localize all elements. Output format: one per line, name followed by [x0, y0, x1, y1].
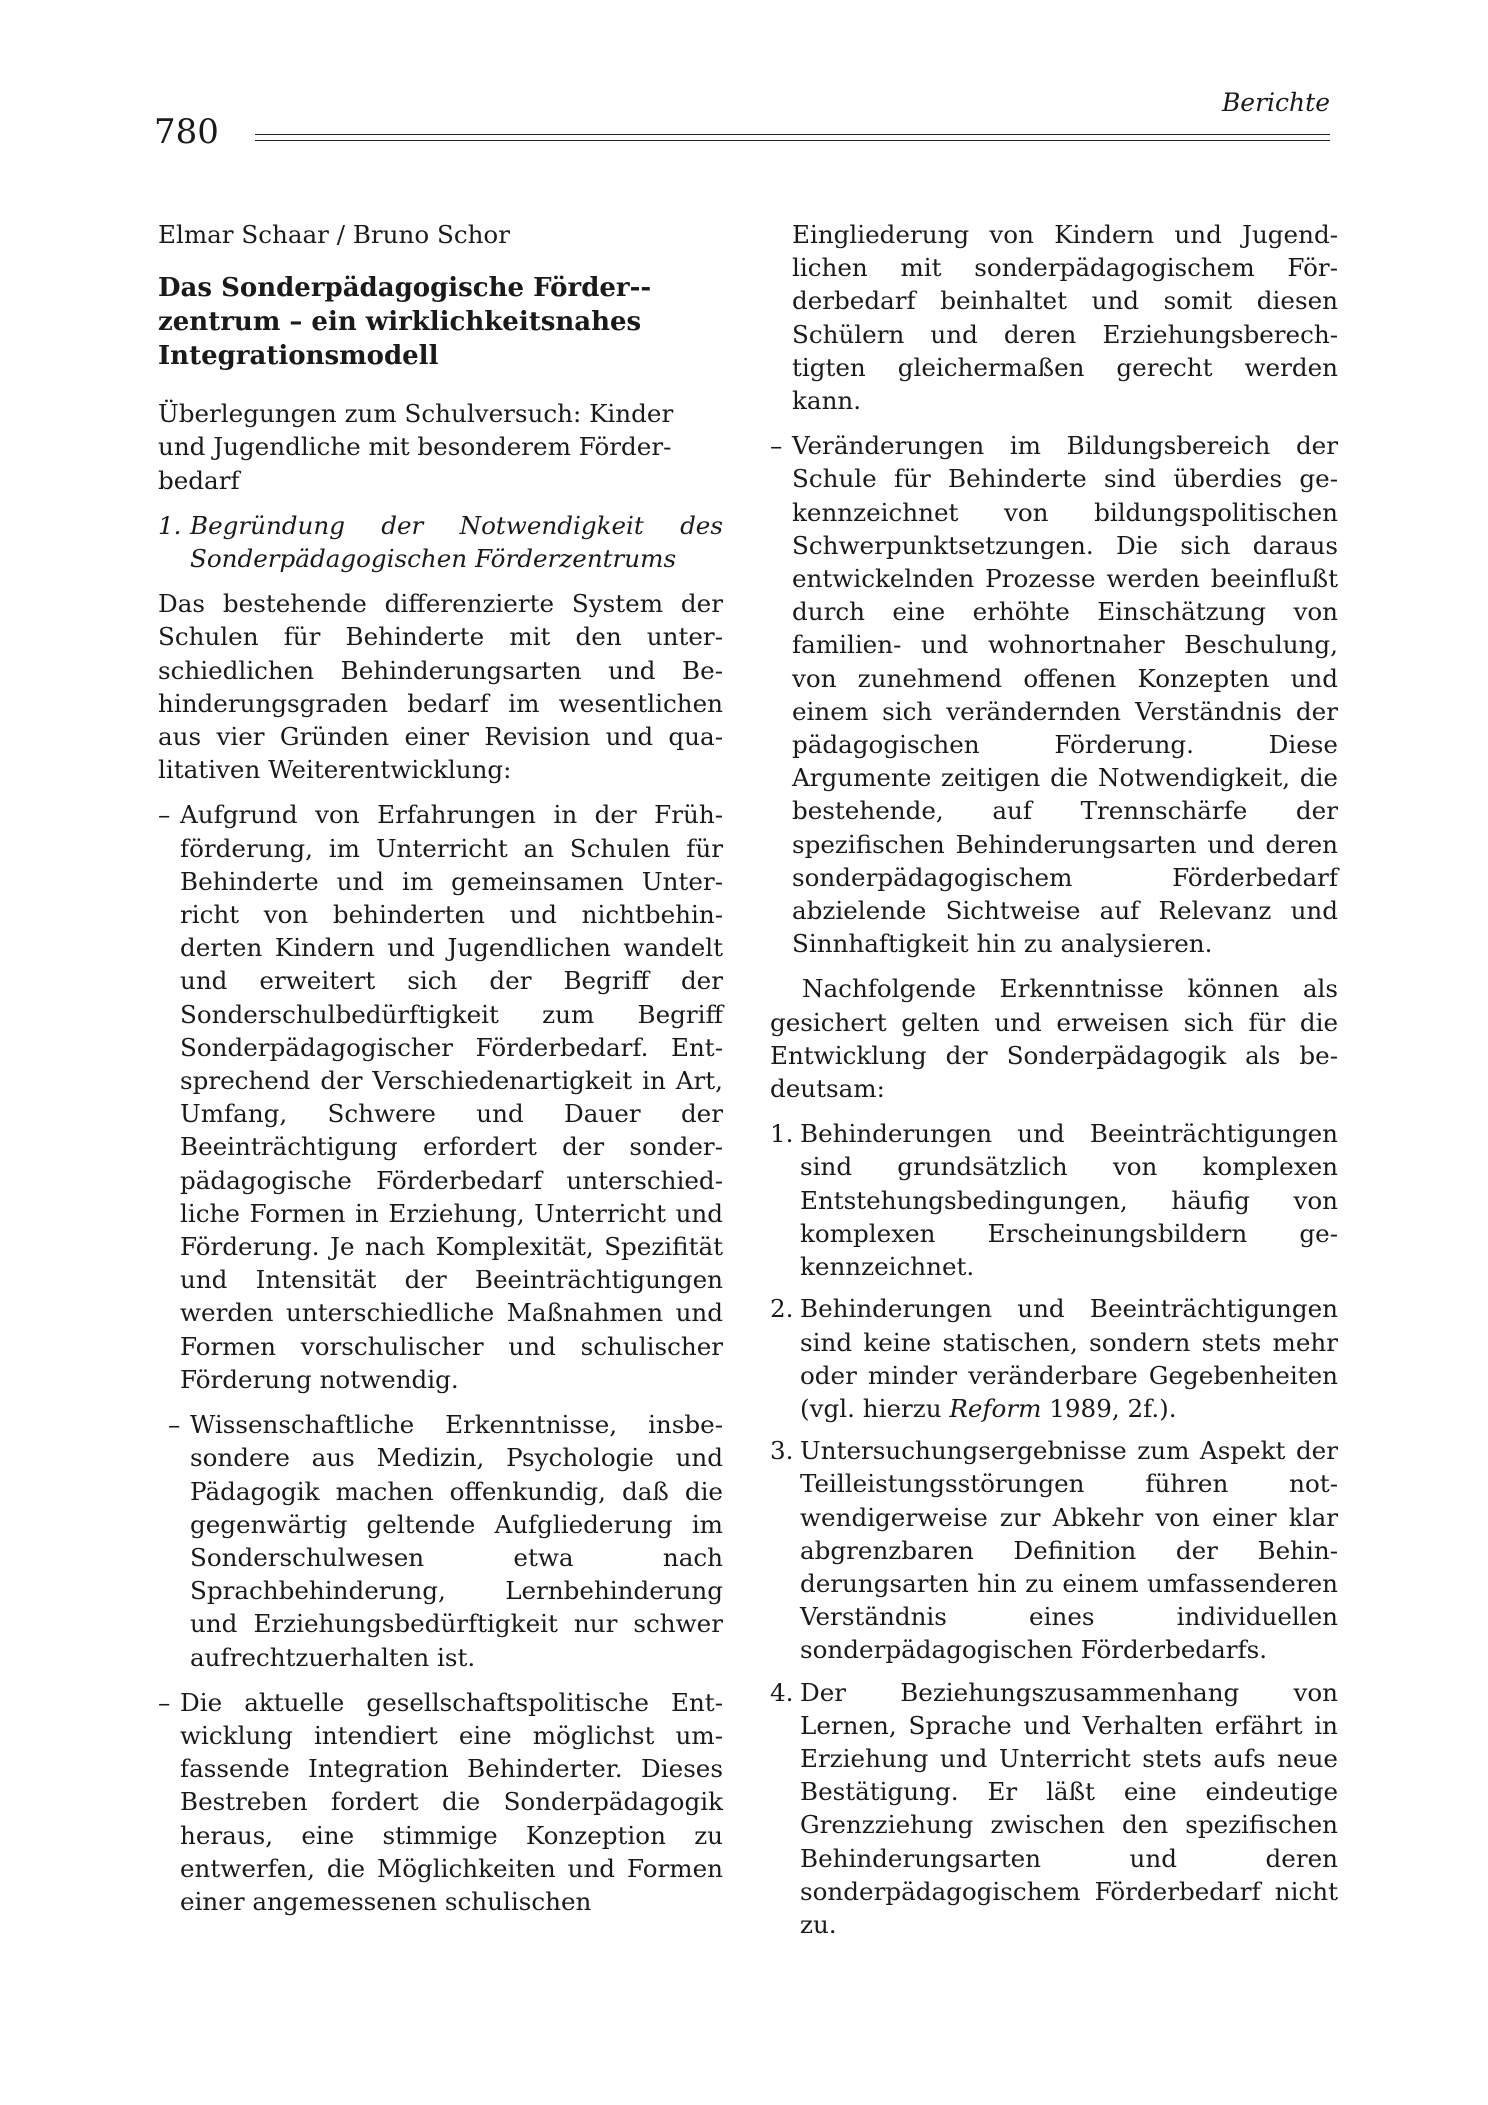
finding-text-part: 1989, 2f.).: [1041, 1393, 1177, 1423]
bullet-text: Die aktuelle gesellschaftspolitische Entwicklung intendiert eine möglichst umfassende Integration Behinderter. Dieses Bestreben fordert die Sonderpädagogik heraus, eine stimmige Konzeption zu entwerfen, die Möglichkeiten und Formen einer angemessenen schulischen: [180, 1687, 723, 1916]
dash-marker: –: [158, 800, 171, 830]
bullet-item: [158, 798, 723, 1396]
right-column: [770, 218, 1338, 1950]
bullet-text: Eingliederung von Kindern und Jugendlichen mit sonderpädagogischem Förderbedarf beinhaltet und somit diesen Schülern und deren Erziehungsberechtigten gleichermaßen gerecht werden kann.: [792, 220, 1338, 416]
bullet-item: [158, 1408, 723, 1674]
finding-number: 4.: [770, 1677, 794, 1707]
dash-marker: –: [770, 431, 783, 461]
finding-number: 2.: [770, 1294, 794, 1324]
header-rule-bottom: [255, 140, 1330, 141]
finding-text: Der Beziehungszusammenhang von Lernen, Sprache und Verhalten erfährt in Erziehung und Unterricht stets aufs neue Bestätigung. Er läßt eine eindeutige Grenzziehung zwischen den spezifischen Behinderungsarten und deren sonderpädagogischem Förderbedarf nicht zu.: [800, 1677, 1338, 1939]
finding-text: Behinderungen und Beeinträchtigungen sind grundsätzlich von komplexen Entstehungsbedingungen, häufig von komplexen Erscheinungsbildern gekennzeichnet.: [800, 1119, 1338, 1282]
finding-number: 1.: [770, 1119, 794, 1149]
article-authors: Elmar Schaar / Bruno Schor: [158, 220, 510, 249]
section-label: Berichte: [1221, 88, 1330, 117]
intro-paragraph: Das bestehende differenzierte System der Schulen für Behinderte mit den unterschiedlichen Behinderungsarten und Behinderungsgraden bedarf im wesentlichen aus vier Gründen einer Revision und qualitativen Weiterentwicklung:: [158, 589, 723, 785]
finding-item: [770, 1676, 1338, 1942]
section-heading: [158, 509, 723, 575]
article-title: Das Sonderpädagogische Förder-zentrum – ein wirklichkeitsnahes Integrationsmodell: [158, 273, 652, 372]
finding-text: Untersuchungsergebnisse zum Aspekt der Teilleistungsstörungen führen notwendigerweise zur Abkehr von einer klar abgrenzbaren Definition der Behinderungsarten hin zu einem umfassenderen Verständnis eines individuellen sonderpädagogischen Förderbedarfs.: [800, 1436, 1338, 1665]
article-subtitle: Überlegungen zum Schulversuch: Kinder und Jugendliche mit besonderem Förderbedarf: [158, 399, 674, 495]
bullet-text: Wissenschaftliche Erkenntnisse, insbesondere aus Medizin, Psychologie und Pädagogik machen offenkundig, daß die gegenwärtig geltende Aufgliederung im Sonderschulwesen etwa nach Sprachbehinderung, Lernbehinderung und Erziehungsbedürftigkeit nur schwer aufrechtzuerhalten ist.: [190, 1410, 723, 1672]
section-number: 1.: [158, 510, 182, 540]
dash-marker: –: [158, 1687, 171, 1717]
page-number: 780: [154, 112, 219, 152]
finding-item: [770, 1292, 1338, 1425]
bullet-text: Aufgrund von Erfahrungen in der Frühförderung, im Unterricht an Schulen für Behinderte und im gemeinsamen Unterricht von behinderten und nichtbehinderten Kindern und Jugendlichen wandelt und erweitert sich der Begriff der Sonderschulbedürftigkeit zum Begriff Sonderpädagogischer Förderbedarf. Entsprechend der Verschiedenartigkeit in Art, Umfang, Schwere und Dauer der Beeinträchtigung erfordert der sonderpädagogische Förderbedarf unterschiedliche Formen in Erziehung, Unterricht und Förderung. Je nach Komplexität, Spezifität und Intensität der Beeinträchtigungen werden unterschiedliche Maßnahmen und Formen vorschulischer und schulischer Förderung notwendig.: [180, 800, 723, 1394]
citation-reform: Reform: [949, 1393, 1042, 1423]
bullet-item: [770, 429, 1338, 960]
bullet-continuation: [770, 218, 1338, 417]
dash-marker: –: [168, 1410, 181, 1440]
finding-text-part: Behinderungen und Beeinträchtigungen sind keine statischen, sondern stets mehr oder minder veränderbare Gegebenheiten (vgl. hierzu: [800, 1294, 1338, 1423]
finding-item: [770, 1434, 1338, 1666]
finding-text: [800, 1292, 1338, 1425]
finding-item: [770, 1117, 1338, 1283]
finding-number: 3.: [770, 1436, 794, 1466]
bullet-item: [158, 1686, 723, 1918]
bullet-text: Veränderungen im Bildungsbereich der Schule für Behinderte sind überdies gekennzeichnet von bildungspolitischen Schwerpunktsetzungen. Die sich daraus entwickelnden Prozesse werden beeinflußt durch eine erhöhte Einschätzung von familien- und wohnortnaher Beschulung, von zunehmend offenen Konzepten und einem sich verändernden Verständnis der pädagogischen Förderung. Diese Argumente zeitigen die Notwendigkeit, die bestehende, auf Trennschärfe der spezifischen Behinderungsarten und deren sonderpädagogischem Förderbedarf abzielende Sichtweise auf Relevanz und Sinnhaftigkeit hin zu analysieren.: [792, 431, 1338, 959]
header-rule-top: [255, 134, 1330, 135]
section-title: Begründung der Notwendigkeit des Sonderpädagogischen Förderzentrums: [190, 510, 723, 574]
findings-intro: Nachfolgende Erkenntnisse können als gesichert gelten und erweisen sich für die Entwicklung der Sonderpädagogik als bedeutsam:: [770, 974, 1338, 1104]
left-column: [158, 218, 723, 1930]
